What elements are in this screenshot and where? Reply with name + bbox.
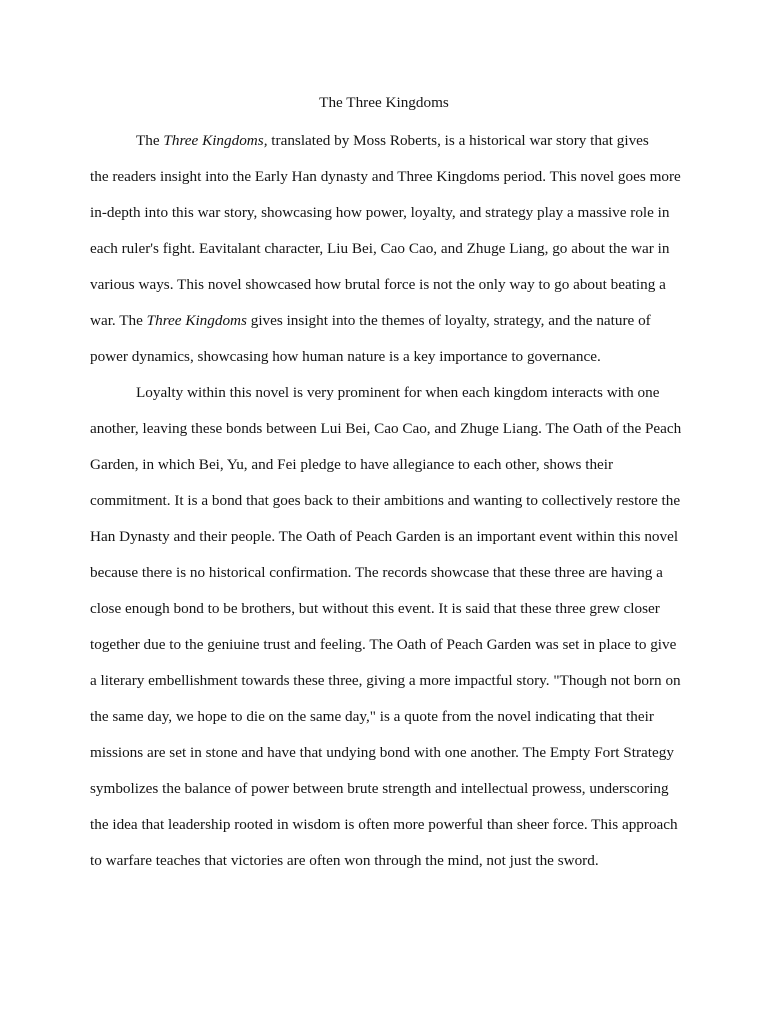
text-line	[90, 778, 669, 800]
text-span: the readers insight into the Early Han dynasty and Three Kingdoms period. This novel goes more	[90, 168, 681, 185]
text-span: close enough bond to be brothers, but without this event. It is said that these three grew closer	[90, 600, 660, 617]
text-span: to warfare teaches that victories are often won through the mind, not just the sword.	[90, 852, 599, 869]
text-span: The	[136, 132, 164, 149]
text-line	[90, 310, 651, 332]
text-line	[90, 274, 666, 296]
text-line	[90, 598, 660, 620]
text-span: war. The	[90, 312, 147, 329]
text-span: each ruler's fight. Eavitalant character, Liu Bei, Cao Cao, and Zhuge Liang, go about the war in	[90, 240, 670, 257]
text-span: Han Dynasty and their people. The Oath of Peach Garden is an important event within this novel	[90, 528, 679, 545]
text-line	[90, 670, 681, 692]
text-span: Garden, in which Bei, Yu, and Fei pledge to have allegiance to each other, shows their	[90, 456, 614, 473]
italic-title-text: Three Kingdoms	[146, 312, 247, 329]
text-span: together due to the geniuine trust and feeling. The Oath of Peach Garden was set in place to give	[90, 636, 677, 653]
text-span: Loyalty within this novel is very prominent for when each kingdom interacts with one	[136, 384, 660, 401]
text-span: in-depth into this war story, showcasing how power, loyalty, and strategy play a massive role in	[90, 204, 670, 221]
text-line	[90, 562, 663, 584]
text-line	[90, 490, 680, 512]
document-title: The Three Kingdoms	[319, 94, 449, 111]
text-span: because there is no historical confirmation. The records showcase that these three are having a	[90, 564, 663, 581]
text-line	[136, 130, 649, 152]
text-span: gives insight into the themes of loyalty, strategy, and the nature of	[246, 312, 651, 329]
text-span: a literary embellishment towards these three, giving a more impactful story. "Though not born on	[90, 672, 681, 689]
text-span: symbolizes the balance of power between brute strength and intellectual prowess, underscoring	[90, 780, 669, 797]
text-line	[90, 454, 613, 476]
text-line	[90, 238, 669, 260]
text-line	[90, 634, 676, 656]
text-line	[90, 850, 599, 872]
text-span: power dynamics, showcasing how human nature is a key importance to governance.	[90, 348, 601, 365]
text-line	[90, 742, 674, 764]
text-line	[90, 202, 670, 224]
text-line	[90, 346, 601, 368]
text-line	[90, 418, 681, 440]
text-span: translated by Moss Roberts, is a historical war story that gives	[267, 132, 649, 149]
italic-title-text: Three Kingdoms,	[163, 132, 268, 149]
text-span: the same day, we hope to die on the same day," is a quote from the novel indicating that their	[90, 708, 654, 725]
text-line	[90, 526, 678, 548]
text-span: the idea that leadership rooted in wisdom is often more powerful than sheer force. This approach	[90, 816, 678, 833]
text-line	[90, 166, 681, 188]
text-line	[90, 706, 654, 728]
text-line	[90, 814, 678, 836]
text-line	[136, 382, 659, 404]
text-span: various ways. This novel showcased how brutal force is not the only way to go about beating a	[90, 276, 666, 293]
text-span: missions are set in stone and have that undying bond with one another. The Empty Fort Strategy	[90, 744, 674, 761]
text-span: commitment. It is a bond that goes back to their ambitions and wanting to collectively restore the	[90, 492, 681, 509]
text-span: another, leaving these bonds between Lui Bei, Cao Cao, and Zhuge Liang. The Oath of the Peach	[90, 420, 682, 437]
